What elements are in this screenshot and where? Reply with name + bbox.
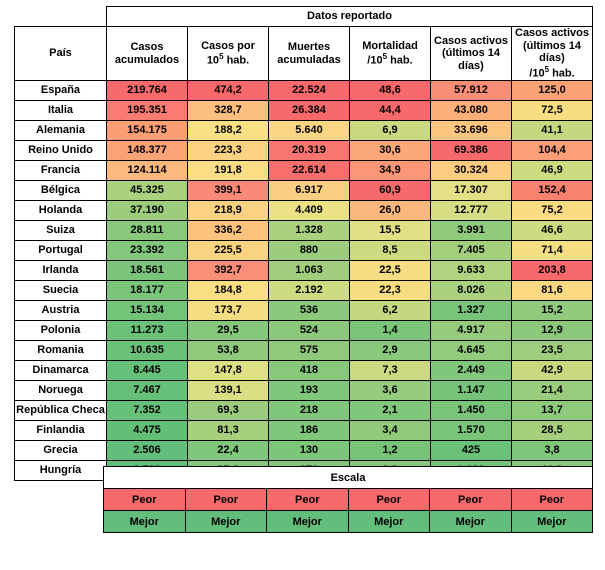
value-cell-cases_cum: 15.134 [107,301,188,321]
table-row [15,121,593,141]
header-muertes-acumuladas: Muertes acumuladas [269,27,350,81]
header-casos-acumulados: Casos acumulados [107,27,188,81]
table-row [15,361,593,381]
value-cell-active_14: 57.912 [431,81,512,101]
value-cell-cases_per: 53,8 [188,341,269,361]
value-cell-cases_cum: 7.467 [107,381,188,401]
value-cell-deaths_cum: 186 [269,421,350,441]
value-cell-active_14_per: 75,2 [512,201,593,221]
scale-best-row [104,511,593,533]
value-cell-mortality: 26,0 [350,201,431,221]
value-cell-active_14: 3.991 [431,221,512,241]
value-cell-cases_per: 474,2 [188,81,269,101]
value-cell-deaths_cum: 1.063 [269,261,350,281]
scale-worst-cell: Peor [430,489,512,511]
value-cell-cases_per: 69,3 [188,401,269,421]
value-cell-active_14: 4.917 [431,321,512,341]
value-cell-deaths_cum: 4.409 [269,201,350,221]
value-cell-active_14_per: 23,5 [512,341,593,361]
table-row [15,281,593,301]
value-cell-cases_cum: 18.561 [107,261,188,281]
country-cell: Alemania [15,121,107,141]
value-cell-active_14_per: 3,8 [512,441,593,461]
value-cell-active_14_per: 42,9 [512,361,593,381]
value-cell-cases_per: 399,1 [188,181,269,201]
value-cell-deaths_cum: 1.328 [269,221,350,241]
table-row [15,221,593,241]
scale-best-cell: Mejor [185,511,267,533]
value-cell-cases_cum: 8.445 [107,361,188,381]
header-mortalidad: Mortalidad $/10^5$ hab. [350,27,431,81]
covid-data-table [14,6,593,481]
scale-title: Escala [104,467,593,489]
value-cell-cases_per: 147,8 [188,361,269,381]
table-header-row [15,27,593,81]
country-cell: Suecia [15,281,107,301]
country-cell: Portugal [15,241,107,261]
value-cell-cases_per: 139,1 [188,381,269,401]
scale-best-cell: Mejor [430,511,512,533]
top-title: Datos reportado [107,7,593,27]
value-cell-cases_per: 22,4 [188,441,269,461]
table-row [15,321,593,341]
value-cell-deaths_cum: 524 [269,321,350,341]
table-row [15,181,593,201]
country-cell: Italia [15,101,107,121]
value-cell-cases_per: 184,8 [188,281,269,301]
value-cell-mortality: 1,4 [350,321,431,341]
country-cell: Holanda [15,201,107,221]
value-cell-cases_cum: 23.392 [107,241,188,261]
value-cell-cases_per: 392,7 [188,261,269,281]
table-row [15,341,593,361]
scale-worst-cell: Peor [348,489,430,511]
value-cell-mortality: 3,6 [350,381,431,401]
value-cell-mortality: 44,4 [350,101,431,121]
value-cell-deaths_cum: 218 [269,401,350,421]
country-cell: Dinamarca [15,361,107,381]
header-pais: País [15,27,107,81]
value-cell-active_14: 4.645 [431,341,512,361]
table-top-title-row [15,7,593,27]
value-cell-active_14: 33.696 [431,121,512,141]
value-cell-deaths_cum: 22.524 [269,81,350,101]
value-cell-active_14_per: 15,2 [512,301,593,321]
value-cell-cases_per: 81,3 [188,421,269,441]
value-cell-mortality: 34,9 [350,161,431,181]
value-cell-active_14_per: 71,4 [512,241,593,261]
scale-worst-cell: Peor [104,489,186,511]
value-cell-cases_per: 191,8 [188,161,269,181]
table-row [15,421,593,441]
value-cell-active_14: 425 [431,441,512,461]
value-cell-active_14_per: 203,8 [512,261,593,281]
country-cell: España [15,81,107,101]
value-cell-active_14: 17.307 [431,181,512,201]
value-cell-active_14: 1.570 [431,421,512,441]
table-row [15,241,593,261]
value-cell-deaths_cum: 130 [269,441,350,461]
value-cell-cases_cum: 124.114 [107,161,188,181]
table-row [15,441,593,461]
value-cell-deaths_cum: 22.614 [269,161,350,181]
value-cell-mortality: 2,9 [350,341,431,361]
value-cell-active_14_per: 81,6 [512,281,593,301]
value-cell-cases_cum: 45.325 [107,181,188,201]
main-table-container [14,6,592,481]
value-cell-cases_cum: 154.175 [107,121,188,141]
country-cell: Finlandia [15,421,107,441]
value-cell-deaths_cum: 5.640 [269,121,350,141]
country-cell: Hungría [15,461,107,481]
value-cell-cases_per: 218,9 [188,201,269,221]
value-cell-cases_cum: 4.475 [107,421,188,441]
header-casos-activos-100k: Casos activos (últimos 14 días) $/10^5$ hab. [512,27,593,81]
scale-worst-cell: Peor [185,489,267,511]
value-cell-mortality: 30,6 [350,141,431,161]
scale-container [103,466,592,533]
value-cell-deaths_cum: 536 [269,301,350,321]
value-cell-mortality: 8,5 [350,241,431,261]
value-cell-deaths_cum: 880 [269,241,350,261]
scale-best-cell: Mejor [267,511,349,533]
table-row [15,161,593,181]
value-cell-cases_cum: 11.273 [107,321,188,341]
scale-table [103,466,593,533]
value-cell-cases_per: 223,3 [188,141,269,161]
value-cell-active_14: 1.147 [431,381,512,401]
value-cell-active_14: 69.386 [431,141,512,161]
scale-best-cell: Mejor [104,511,186,533]
value-cell-deaths_cum: 418 [269,361,350,381]
value-cell-cases_per: 336,2 [188,221,269,241]
value-cell-active_14_per: 125,0 [512,81,593,101]
value-cell-cases_per: 188,2 [188,121,269,141]
value-cell-cases_cum: 10.635 [107,341,188,361]
table-row [15,141,593,161]
value-cell-deaths_cum: 575 [269,341,350,361]
country-cell: República Checa [15,401,107,421]
value-cell-deaths_cum: 26.384 [269,101,350,121]
scale-best-cell: Mejor [348,511,430,533]
country-cell: Francia [15,161,107,181]
header-casos-activos: Casos activos (últimos 14 días) [431,27,512,81]
value-cell-active_14_per: 28,5 [512,421,593,441]
value-cell-active_14: 1.450 [431,401,512,421]
value-cell-mortality: 2,1 [350,401,431,421]
scale-title-row [104,467,593,489]
value-cell-deaths_cum: 193 [269,381,350,401]
value-cell-active_14: 8.026 [431,281,512,301]
scale-worst-cell: Peor [267,489,349,511]
value-cell-active_14: 1.327 [431,301,512,321]
value-cell-active_14_per: 152,4 [512,181,593,201]
table-row [15,261,593,281]
table-row [15,201,593,221]
value-cell-active_14: 2.449 [431,361,512,381]
value-cell-mortality: 60,9 [350,181,431,201]
table-row [15,101,593,121]
value-cell-mortality: 3,4 [350,421,431,441]
value-cell-active_14_per: 46,9 [512,161,593,181]
value-cell-mortality: 22,3 [350,281,431,301]
value-cell-cases_per: 328,7 [188,101,269,121]
value-cell-cases_per: 173,7 [188,301,269,321]
value-cell-active_14: 43.080 [431,101,512,121]
value-cell-cases_cum: 195.351 [107,101,188,121]
header-casos-por-100k: Casos por $10^5$ hab. [188,27,269,81]
value-cell-mortality: 22,5 [350,261,431,281]
value-cell-active_14_per: 13,7 [512,401,593,421]
value-cell-active_14: 9.633 [431,261,512,281]
scale-worst-row [104,489,593,511]
value-cell-mortality: 15,5 [350,221,431,241]
scale-best-cell: Mejor [511,511,593,533]
country-cell: Reino Unido [15,141,107,161]
country-cell: Suiza [15,221,107,241]
value-cell-active_14_per: 72,5 [512,101,593,121]
value-cell-active_14_per: 104,4 [512,141,593,161]
value-cell-mortality: 7,3 [350,361,431,381]
value-cell-cases_cum: 2.506 [107,441,188,461]
country-cell: Noruega [15,381,107,401]
value-cell-deaths_cum: 20.319 [269,141,350,161]
country-cell: Irlanda [15,261,107,281]
table-body [15,81,593,481]
value-cell-cases_cum: 18.177 [107,281,188,301]
value-cell-cases_per: 29,5 [188,321,269,341]
table-row [15,301,593,321]
table-row [15,81,593,101]
value-cell-active_14: 12.777 [431,201,512,221]
value-cell-active_14_per: 46,6 [512,221,593,241]
country-cell: Grecia [15,441,107,461]
value-cell-active_14_per: 41,1 [512,121,593,141]
value-cell-active_14_per: 12,9 [512,321,593,341]
scale-body [104,467,593,533]
value-cell-cases_cum: 7.352 [107,401,188,421]
value-cell-cases_cum: 37.190 [107,201,188,221]
country-cell: Austria [15,301,107,321]
value-cell-active_14: 7.405 [431,241,512,261]
value-cell-mortality: 6,9 [350,121,431,141]
corner-cell [15,7,107,27]
table-row [15,381,593,401]
value-cell-active_14_per: 21,4 [512,381,593,401]
value-cell-deaths_cum: 2.192 [269,281,350,301]
table-row [15,401,593,421]
value-cell-cases_cum: 28.811 [107,221,188,241]
country-cell: Bélgica [15,181,107,201]
value-cell-deaths_cum: 6.917 [269,181,350,201]
value-cell-mortality: 48,6 [350,81,431,101]
value-cell-cases_cum: 219.764 [107,81,188,101]
value-cell-active_14: 30.324 [431,161,512,181]
value-cell-mortality: 1,2 [350,441,431,461]
scale-worst-cell: Peor [511,489,593,511]
country-cell: Polonia [15,321,107,341]
value-cell-cases_cum: 148.377 [107,141,188,161]
value-cell-cases_per: 225,5 [188,241,269,261]
country-cell: Romania [15,341,107,361]
value-cell-mortality: 6,2 [350,301,431,321]
